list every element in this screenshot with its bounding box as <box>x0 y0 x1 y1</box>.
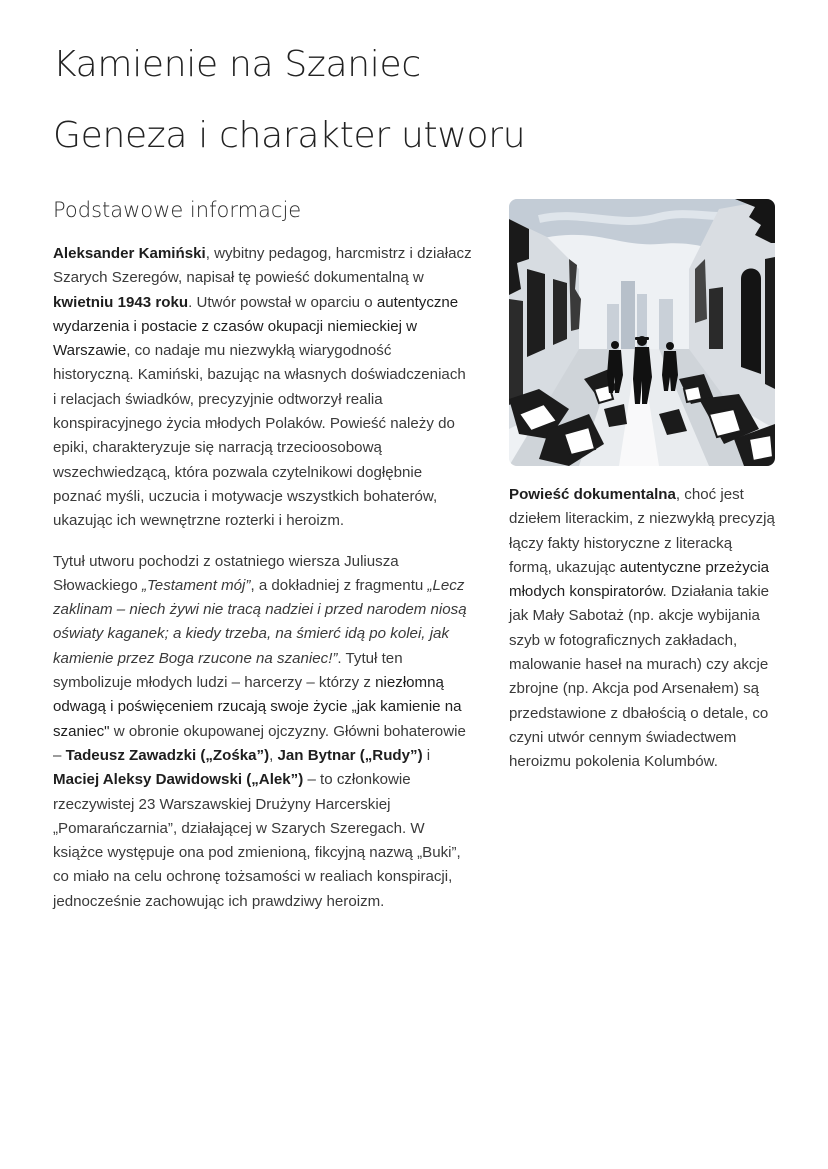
paragraph-genesis <box>53 242 473 534</box>
text-span: w obronie okupowanej ojczyzny. Główni bohaterowie – <box>53 722 466 764</box>
text-span: – to członkowie rzeczywistej 23 Warszawskiej Drużyny Harcerskiej „Pomarańczarnia”, działającej w Szarych Szeregach. W książce występuje ona pod zmienioną, fikcyjną nazwą „Buki”, co miało na celu ochronę tożsamości w realiach konspiracji, jednocześnie zachowując ich prawdziwy heroizm. <box>53 771 461 910</box>
ruined-street-icon <box>509 199 775 466</box>
text-span: , <box>269 746 278 764</box>
poem-title: „Testament mój” <box>141 576 251 594</box>
text-span: , choć jest dziełem literackim, z niezwykłą precyzją łączy fakty historyczne z literacką formą, ukazując <box>509 486 775 576</box>
paragraph-title-origin <box>53 550 473 914</box>
hero-alek: Maciej Aleksy Dawidowski („Alek”) <box>53 771 304 789</box>
sidebar-text-column <box>509 483 775 775</box>
highlight: autentyczne wydarzenia i postacie z czasów okupacji niemieckiej w Warszawie <box>53 293 459 360</box>
page-subtitle: Geneza i charakter utworu <box>53 115 526 156</box>
sidebar-term: Powieść dokumentalna <box>509 486 676 503</box>
text-span: , wybitny pedagog, harcmistrz i działacz Szarych Szeregów, napisał tę powieść dokumentalną w <box>53 245 472 287</box>
text-span: , co nadaje mu niezwykłą wiarygodność historyczną. Kamiński, bazując na własnych doświadczeniach i relacjach świadków, precyzyjnie odtworzył realia konspiracyjnego życia młodych Polaków. Powieść należy do epiki, charakteryzuje się narracją trzecioosobową wszechwiedzącą, która pozwala czytelnikowi dogłębnie poznać myśli, uczucia i motywacje wszystkich bohaterów, ukazując ich wewnętrzne rozterki i heroizm. <box>53 342 466 530</box>
text-span: i <box>422 746 431 764</box>
highlight: niezłomną odwagą i poświęceniem rzucają swoje życie „jak kamienie na szaniec" <box>53 674 462 740</box>
main-text-column <box>53 242 473 930</box>
sidebar-paragraph <box>509 483 775 775</box>
author-name: Aleksander Kamiński <box>53 245 206 262</box>
hero-rudy: Jan Bytnar („Rudy”) <box>277 746 423 764</box>
section-heading: Podstawowe informacje <box>53 198 302 222</box>
text-span: Tytuł utworu pochodzi z ostatniego wiersza Juliusza Słowackiego <box>53 552 399 594</box>
page-title: Kamienie na Szaniec <box>53 44 421 85</box>
text-span: . Tytuł ten symbolizuje młodych ludzi – harcerzy – którzy z <box>53 649 403 692</box>
ruined-street-illustration <box>509 199 775 466</box>
date: kwietniu 1943 roku <box>53 293 189 311</box>
text-span: . Działania takie jak Mały Sabotaż (np. akcje wybijania szyb w fotograficznych zakładach, malowanie haseł na murach) czy akcje zbrojne (np. Akcja pod Arsenałem) są przedstawione z dbałością o detale, co czyni utwór cennym świadectwem heroizmu pokolenia Kolumbów. <box>509 583 770 771</box>
text-span: , a dokładniej z fragmentu <box>250 576 428 594</box>
poem-quote: „Lecz zaklinam – niech żywi nie tracą nadziei i przed narodem niosą oświaty kaganek; a kiedy trzeba, na śmierć idą po kolei, jak kamienie przez Boga rzucone na szaniec!” <box>53 576 467 667</box>
text-span: . Utwór powstał w oparciu o <box>188 293 377 311</box>
hero-zoska: Tadeusz Zawadzki („Zośka”) <box>65 746 270 764</box>
highlight: autentyczne przeżycia młodych konspiratorów <box>509 558 770 601</box>
